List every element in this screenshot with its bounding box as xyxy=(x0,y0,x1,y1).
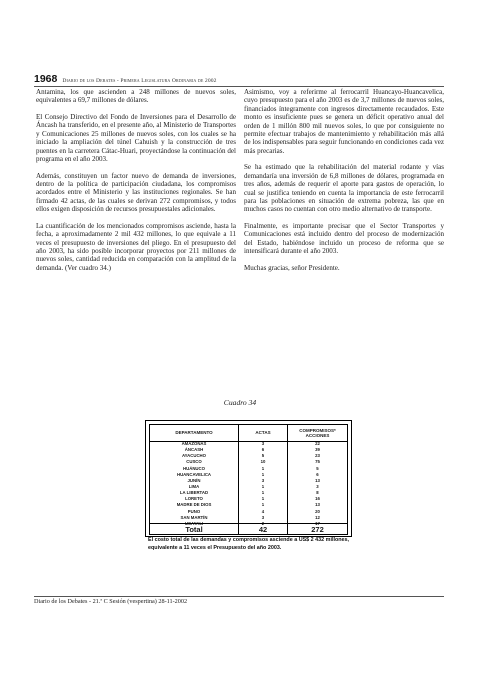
cell-departamento: MADRE DE DIOS xyxy=(150,502,239,508)
cell-compromisos: 20 xyxy=(315,508,320,514)
cell-departamento: CUSCO xyxy=(150,459,239,465)
cell-actas: 4 xyxy=(239,509,288,515)
paragraph: El Consejo Directivo del Fondo de Inversiones para el Desarrollo de Áncash ha transferido, en el presente año, al Ministerio de Transportes y Comunicaciones 25 millones de nuevos soles, con los cuales se ha iniciado la ampliación del túnel Cahuish y la construcción de tres puentes en la carretera Cátac-Huari, proyectándose la continuación del programa en el año 2003. xyxy=(36,113,236,164)
cell-departamento: LIMA xyxy=(150,484,239,490)
cell-departamento: LA LIBERTAD xyxy=(150,490,239,496)
paragraph: Finalmente, es importante precisar que el Sector Transportes y Comunicaciones está incluido dentro del proceso de modernización del Estado, habiéndose incluido un proceso de reforma que se intensificará durante el año 2003. xyxy=(244,222,444,256)
total-compromisos: 272 xyxy=(311,524,324,534)
right-column xyxy=(244,88,444,280)
cell-actas: 3 xyxy=(239,515,288,521)
cell-compromisos: 16 xyxy=(315,496,320,502)
table-body xyxy=(149,441,348,526)
paragraph: Además, constituyen un factor nuevo de demanda de inversiones, dentro de la política de participación ciudadana, los compromisos acordados entre el Ministerio y las instituciones regionales. Se han firmado 42 actas, de las cuales se derivan 272 compromisos, y todos ellos exigen disposición de recursos presupuestales adicionales. xyxy=(36,171,236,214)
left-column xyxy=(36,88,236,280)
header-departamento: DEPARTAMENTO xyxy=(150,425,239,441)
cell-departamento: SAN MARTÍN xyxy=(150,515,239,521)
cell-actas: 6 xyxy=(239,447,288,453)
header-compromisos: COMPROMISOS* ACCIONES xyxy=(299,427,336,438)
cell-compromisos: 39 xyxy=(315,447,320,453)
cell-actas: 2 xyxy=(239,521,288,527)
page-footer: Diario de los Debates - 21.ª C Sesión (vespertina) 28-11-2002 xyxy=(34,596,444,605)
cell-departamento: JUNÍN xyxy=(150,478,239,484)
header-actas: ACTAS xyxy=(239,425,288,441)
running-head: Diario de los Debates - Primera Legislatura Ordinaria de 2002 xyxy=(62,78,217,84)
total-actas: 42 xyxy=(239,524,288,534)
cell-departamento: AMAZONAS xyxy=(150,441,239,447)
cell-departamento: UCAYALI xyxy=(150,521,239,527)
table-note: El costo total de las demandas y compromisos asciende a US$ 2 432 millones, equivalente a 11 veces el Presupuesto del año 2003. xyxy=(148,537,350,552)
cell-compromisos: 23 xyxy=(315,453,320,459)
total-label: Total xyxy=(150,524,239,534)
cell-compromisos: 17 xyxy=(315,520,320,526)
cell-actas: 1 xyxy=(239,496,288,502)
cell-departamento: HUANCAVELICA xyxy=(150,472,239,478)
cell-compromisos: 5 xyxy=(316,465,319,471)
paragraph: Muchas gracias, señor Presidente. xyxy=(244,263,340,272)
cell-actas: 10 xyxy=(239,459,288,465)
table-caption: Cuadro 34 xyxy=(223,398,257,407)
cell-actas: 1 xyxy=(239,490,288,496)
table-header xyxy=(149,424,348,442)
paragraph: Se ha estimado que la rehabilitación del material rodante y vías demandaría una inversión de 6,8 millones de dólares, programada en tres años, además de requerir el aporte para gastos de operación, lo cual se justifica teniendo en cuenta la importancia de este ferrocarril para las poblaciones en situación de extrema pobreza, las que en muchos casos no cuentan con otro medio alternativo de transporte. xyxy=(244,163,444,214)
cell-departamento: PUNO xyxy=(150,509,239,515)
cell-compromisos: 12 xyxy=(315,514,320,520)
cell-actas: 1 xyxy=(239,502,288,508)
cell-departamento: AYACUCHO xyxy=(150,453,239,459)
cell-compromisos: 13 xyxy=(315,502,320,508)
cell-compromisos: 13 xyxy=(315,477,320,483)
table-total-row xyxy=(149,520,348,535)
cell-compromisos: 75 xyxy=(315,459,320,465)
cell-departamento: LORETO xyxy=(150,496,239,502)
data-table xyxy=(145,420,352,537)
page-number: 1968 xyxy=(34,73,58,85)
cell-compromisos: 22 xyxy=(315,441,320,446)
page-header xyxy=(34,73,444,87)
cell-actas: 3 xyxy=(239,478,288,484)
cell-actas: 1 xyxy=(239,484,288,490)
paragraph: La cuantificación de los mencionados compromisos asciende, hasta la fecha, a aproximadamente 2 mil 432 millones, lo que equivale a 11 veces el presupuesto de inversiones del pliego. En el presupuesto del año 2003, ha sido posible incorporar proyectos por 211 millones de nuevos soles, cantidad reducida en comparación con la amplitud de la demanda. (Ver cuadro 34.) xyxy=(36,221,236,272)
cell-compromisos: 6 xyxy=(316,471,319,477)
cell-departamento: HUÁNUCO xyxy=(150,466,239,472)
cell-actas: 1 xyxy=(239,472,288,478)
cell-compromisos: 3 xyxy=(316,483,319,489)
cell-actas: 5 xyxy=(239,453,288,459)
cell-actas: 1 xyxy=(239,466,288,472)
paragraph: Asimismo, voy a referirme al ferrocarril Huancayo-Huancavelica, cuyo presupuesto para el año 2003 es de 3,7 millones de nuevos soles, financiados íntegramente con ingresos directamente recaudados. Este monto es insuficiente pues se genera un déficit operativo anual del orden de 1 millón 800 mil nuevos soles, lo que por consiguiente no permite efectuar trabajos de mantenimiento y rehabilitación más allá de los indispensables para seguir funcionando en condiciones cada vez más precarias. xyxy=(244,88,444,155)
cell-departamento: ÁNCASH xyxy=(150,447,239,453)
cell-actas: 3 xyxy=(239,441,288,447)
cell-compromisos: 8 xyxy=(316,490,319,496)
paragraph: Antamina, los que ascienden a 248 millones de nuevos soles, equivalentes a 69,7 millones de dólares. xyxy=(36,88,236,105)
